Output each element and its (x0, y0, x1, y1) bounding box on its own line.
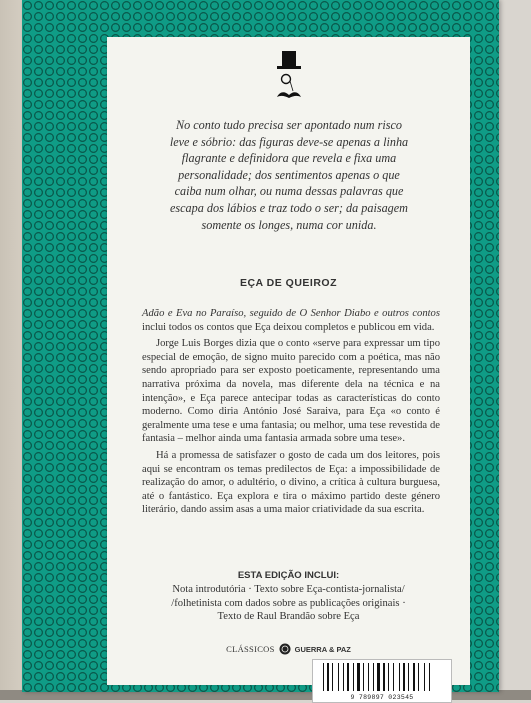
publisher-seal-icon (279, 643, 291, 655)
edition-line: Nota introdutória · Texto sobre Eça-contista-jornalista/ (172, 584, 405, 595)
isbn-number: 9 789897 023545 (350, 694, 414, 701)
top-hat-monocle-mustache-icon (269, 49, 309, 109)
book-title-2: O Senhor Diabo (299, 308, 371, 319)
collection-label: CLÁSSICOS (226, 644, 275, 654)
paragraph-borges: Jorge Luis Borges dizia que o conto «serve para expressar um tipo especial de emoção, de signo muito parecido com a poética, mas não sendo apropriado para ser exposto poeticamente, representando uma narrativa próxima da novela, mas diferente dela na técnica e na intenção», e Eça parece antecipar todas as características do conto moderno. Como diria António José Saraiva, para Eça «o conto é geralmente uma tese e uma fantasia; ou melhor, uma tese revestida de fantasia – melhor ainda uma fantasia armada sobre uma tese». (142, 338, 440, 445)
barcode (312, 659, 452, 703)
publisher-name: GUERRA & PAZ (294, 644, 351, 654)
edition-contents (107, 583, 470, 624)
paragraph-themes: Há a promessa de satisfazer o gosto de cada um dos leitores, pois aqui se encontram os temas predilectos de Eça: a impossibilidade de realização do amor, o adultério, o divino, a crítica à cultura burguesa, até o fantástico. Eça explora e tira o máximo partido deste género literário, dando assim asas a uma maior criatividade da sua escrita. (142, 449, 440, 516)
collection-imprint (107, 641, 470, 657)
book-back-cover (22, 0, 499, 701)
intro-paragraph (142, 307, 440, 334)
author-name: EÇA DE QUEIROZ (239, 277, 338, 289)
book-title-1: Adão e Eva no Paraíso (142, 308, 244, 319)
synopsis-text (142, 307, 440, 520)
title-rest: e outros contos (370, 308, 440, 319)
edition-line: /folhetinista com dados sobre as publicações originais · (171, 597, 406, 609)
intro-text: inclui todos os contos que Eça deixou completos e publicou em vida. (142, 321, 435, 333)
epigraph-quote: No conto tudo precisa ser apontado num risco leve e sóbrio: das figuras deve-se apenas a linha flagrante e definidora que revela e fixa uma personalidade; dos sentimentos apenas o que caiba num olhar, ou numa dessas palavras que escapa dos lábios e traz todo o ser; da paisagem somente os longes, numa cor unida. (169, 118, 409, 232)
barcode-bars (321, 663, 443, 693)
title-connector: , seguido de (243, 308, 300, 319)
edition-line: Texto de Raul Brandão sobre Eça (217, 611, 360, 623)
edition-heading: ESTA EDIÇÃO INCLUI: (237, 570, 340, 581)
text-panel (107, 37, 470, 701)
